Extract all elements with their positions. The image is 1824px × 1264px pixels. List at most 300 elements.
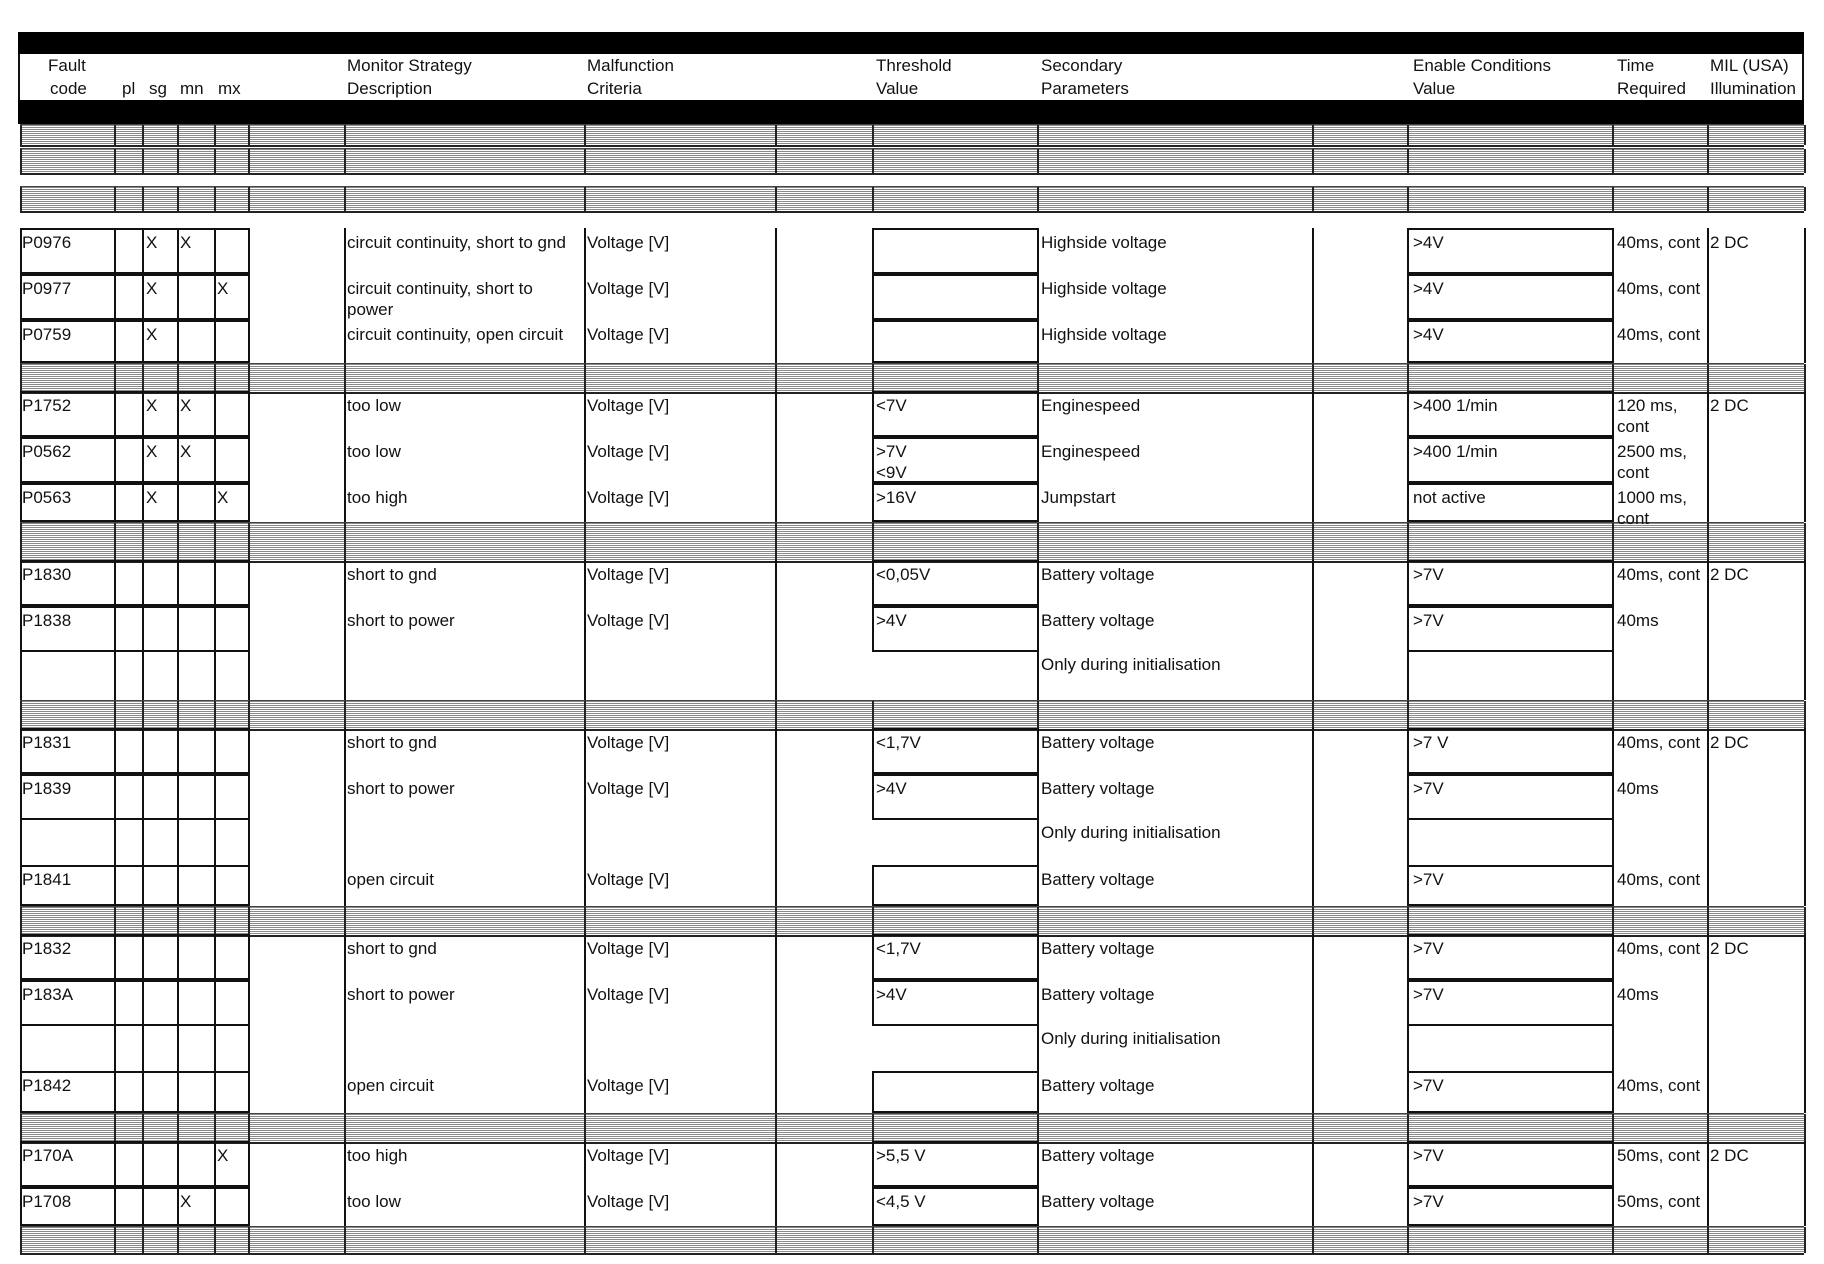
band-column-divider xyxy=(142,1114,144,1142)
band-column-divider xyxy=(1407,364,1409,392)
band-column-divider xyxy=(1037,187,1039,211)
band-column-divider xyxy=(584,149,586,173)
band-column-divider xyxy=(20,1227,22,1253)
malfunction-criteria: Voltage [V] xyxy=(587,233,670,252)
flag-cell-border xyxy=(214,437,250,483)
time-required: 40ms xyxy=(1617,985,1659,1004)
fault-code: P1832 xyxy=(22,939,72,958)
flag-sg: X xyxy=(146,233,158,252)
flag-sg: X xyxy=(146,279,158,298)
band-column-divider xyxy=(248,523,250,561)
column-divider xyxy=(584,934,586,1113)
band-column-divider xyxy=(1037,701,1039,729)
flag-cell-border xyxy=(177,1071,216,1113)
header-secondary-2: Parameters xyxy=(1041,79,1129,98)
threshold-value: >4V xyxy=(876,611,907,630)
column-divider xyxy=(344,1141,346,1226)
monitor-description: too low xyxy=(347,396,401,415)
band-column-divider xyxy=(248,149,250,173)
band-column-divider xyxy=(1612,701,1614,729)
enable-condition: >7V xyxy=(1413,870,1444,889)
header-pl: pl xyxy=(122,79,136,98)
flag-cell-border xyxy=(177,483,216,522)
band-column-divider xyxy=(248,701,250,729)
column-divider xyxy=(1707,934,1709,1113)
time-required: 40ms, cont xyxy=(1617,565,1701,584)
separator-band xyxy=(20,700,1804,731)
fault-code: P0563 xyxy=(22,488,72,507)
malfunction-criteria: Voltage [V] xyxy=(587,565,670,584)
band-column-divider xyxy=(775,523,777,561)
band-column-divider xyxy=(214,907,216,935)
band-column-divider xyxy=(344,907,346,935)
band-column-divider xyxy=(1804,523,1806,561)
column-divider xyxy=(584,1141,586,1226)
header-time-1: Time xyxy=(1617,56,1655,75)
header-sg: sg xyxy=(149,79,167,98)
flag-cell-border xyxy=(177,1141,216,1187)
band-column-divider xyxy=(344,1227,346,1253)
threshold-value: <1,7V xyxy=(876,939,921,958)
malfunction-criteria: Voltage [V] xyxy=(587,611,670,630)
band-column-divider xyxy=(142,907,144,935)
threshold-value: <7V xyxy=(876,396,907,415)
flag-cell-border xyxy=(114,560,144,606)
band-column-divider xyxy=(1312,149,1314,173)
header-bottom-bar xyxy=(18,100,1804,124)
band-column-divider xyxy=(1707,364,1709,392)
band-column-divider xyxy=(20,1114,22,1142)
band-column-divider xyxy=(214,364,216,392)
flag-cell-border xyxy=(214,1187,250,1226)
time-required: 40ms, cont xyxy=(1617,733,1701,752)
band-column-divider xyxy=(142,187,144,211)
flag-cell-border xyxy=(114,1141,144,1187)
header-mx: mx xyxy=(218,79,241,98)
enable-condition: >7 V xyxy=(1413,733,1449,752)
band-column-divider xyxy=(1407,149,1409,173)
monitor-description: short to gnd xyxy=(347,565,437,584)
flag-cell-border xyxy=(114,1071,144,1113)
flag-mn: X xyxy=(180,442,192,461)
threshold-value: <1,7V xyxy=(876,733,921,752)
secondary-parameter: Battery voltage xyxy=(1041,611,1155,630)
band-column-divider xyxy=(1312,187,1314,211)
secondary-parameter: Highside voltage xyxy=(1041,233,1167,252)
column-divider xyxy=(1707,728,1709,906)
header-enable-2: Value xyxy=(1413,79,1456,98)
malfunction-criteria: Voltage [V] xyxy=(587,985,670,1004)
mil-illumination: 2 DC xyxy=(1710,733,1749,752)
flag-cell-border xyxy=(142,1141,179,1187)
band-column-divider xyxy=(1407,125,1409,145)
band-column-divider xyxy=(114,364,116,392)
fault-code: P0977 xyxy=(22,279,72,298)
malfunction-criteria: Voltage [V] xyxy=(587,488,670,507)
enable-condition: >400 1/min xyxy=(1413,396,1498,415)
malfunction-criteria: Voltage [V] xyxy=(587,733,670,752)
band-column-divider xyxy=(177,907,179,935)
band-column-divider xyxy=(114,701,116,729)
flag-cell-border xyxy=(214,320,250,363)
secondary-parameter: Battery voltage xyxy=(1041,985,1155,1004)
band-column-divider xyxy=(775,701,777,729)
flag-cell-border xyxy=(214,606,250,652)
band-column-divider xyxy=(1312,364,1314,392)
band-column-divider xyxy=(1037,1227,1039,1253)
band-column-divider xyxy=(214,125,216,145)
enable-condition: >7V xyxy=(1413,779,1444,798)
band-column-divider xyxy=(214,523,216,561)
flag-cell-border xyxy=(142,560,179,606)
time-required: 40ms, cont xyxy=(1617,939,1701,958)
band-column-divider xyxy=(114,149,116,173)
flag-cell-border xyxy=(114,483,144,522)
column-divider xyxy=(1707,1141,1709,1226)
flag-cell-border xyxy=(177,560,216,606)
band-column-divider xyxy=(584,1114,586,1142)
secondary-parameter: Enginespeed xyxy=(1041,396,1141,415)
band-column-divider xyxy=(214,701,216,729)
mil-illumination: 2 DC xyxy=(1710,939,1749,958)
band-column-divider xyxy=(248,1227,250,1253)
band-column-divider xyxy=(872,1114,874,1142)
separator-band xyxy=(20,906,1804,937)
header-enable-1: Enable Conditions xyxy=(1413,56,1551,75)
band-column-divider xyxy=(177,149,179,173)
fault-code: P1752 xyxy=(22,396,72,415)
flag-mx: X xyxy=(217,279,229,298)
flag-cell-border xyxy=(214,391,250,437)
monitor-description: too low xyxy=(347,442,401,461)
band-column-divider xyxy=(248,364,250,392)
flag-sg: X xyxy=(146,325,158,344)
flag-cell-border xyxy=(114,774,144,820)
band-column-divider xyxy=(142,125,144,145)
monitor-description: short to power xyxy=(347,611,455,630)
band-column-divider xyxy=(1707,907,1709,935)
mil-illumination: 2 DC xyxy=(1710,233,1749,252)
band-column-divider xyxy=(177,1227,179,1253)
band-column-divider xyxy=(1037,1114,1039,1142)
flag-cell-border xyxy=(177,320,216,363)
band-column-divider xyxy=(872,523,874,561)
column-divider xyxy=(775,728,777,906)
malfunction-criteria: Voltage [V] xyxy=(587,1192,670,1211)
enable-condition: >7V xyxy=(1413,611,1444,630)
threshold-value: <4,5 V xyxy=(876,1192,926,1211)
flag-mx: X xyxy=(217,1146,229,1165)
column-divider xyxy=(1804,228,1806,363)
time-required: 40ms xyxy=(1617,779,1659,798)
band-column-divider xyxy=(1037,149,1039,173)
band-column-divider xyxy=(1612,187,1614,211)
header-fault-code-1: Fault xyxy=(48,56,86,75)
flag-cell-border xyxy=(177,606,216,652)
band-column-divider xyxy=(872,187,874,211)
band-column-divider xyxy=(20,364,22,392)
band-column-divider xyxy=(344,1114,346,1142)
secondary-parameter: Jumpstart xyxy=(1041,488,1116,507)
secondary-parameter: Battery voltage xyxy=(1041,870,1155,889)
band-column-divider xyxy=(775,187,777,211)
monitor-description: too low xyxy=(347,1192,401,1211)
monitor-description: circuit continuity, short to power xyxy=(347,279,533,319)
band-column-divider xyxy=(114,907,116,935)
header-mn: mn xyxy=(180,79,204,98)
enable-condition: >7V xyxy=(1413,565,1444,584)
monitor-description: too high xyxy=(347,1146,408,1165)
column-divider xyxy=(1312,728,1314,906)
column-divider xyxy=(775,391,777,522)
band-column-divider xyxy=(114,187,116,211)
flag-cell-border xyxy=(214,865,250,906)
band-column-divider xyxy=(114,1227,116,1253)
column-divider xyxy=(1804,560,1806,700)
time-required: 40ms, cont xyxy=(1617,870,1701,889)
time-required: 2500 ms, cont xyxy=(1617,442,1687,482)
band-column-divider xyxy=(1407,907,1409,935)
band-column-divider xyxy=(1804,187,1806,211)
band-column-divider xyxy=(177,1114,179,1142)
band-column-divider xyxy=(20,187,22,211)
time-required: 50ms, cont xyxy=(1617,1192,1701,1211)
header-monitor-1: Monitor Strategy xyxy=(347,56,472,75)
secondary-parameter-note: Only during initialisation xyxy=(1041,823,1221,842)
column-divider xyxy=(775,1141,777,1226)
band-column-divider xyxy=(872,907,874,935)
column-divider xyxy=(584,228,586,363)
band-column-divider xyxy=(584,701,586,729)
flag-sg: X xyxy=(146,396,158,415)
flag-cell-border xyxy=(177,274,216,320)
secondary-parameter: Battery voltage xyxy=(1041,733,1155,752)
separator-band xyxy=(20,1113,1804,1144)
header-secondary-1: Secondary xyxy=(1041,56,1123,75)
band-column-divider xyxy=(214,1227,216,1253)
fault-code: P1838 xyxy=(22,611,72,630)
band-column-divider xyxy=(1804,125,1806,145)
enable-condition: >7V xyxy=(1413,1192,1444,1211)
monitor-description: too high xyxy=(347,488,408,507)
separator-band xyxy=(20,186,1804,213)
flag-cell-border xyxy=(114,1187,144,1226)
monitor-description: short to power xyxy=(347,779,455,798)
band-column-divider xyxy=(584,364,586,392)
threshold-value: >5,5 V xyxy=(876,1146,926,1165)
column-divider xyxy=(1312,1141,1314,1226)
band-column-divider xyxy=(1612,364,1614,392)
band-column-divider xyxy=(1037,125,1039,145)
malfunction-criteria: Voltage [V] xyxy=(587,442,670,461)
malfunction-criteria: Voltage [V] xyxy=(587,870,670,889)
flag-cell-border xyxy=(114,934,144,980)
flag-cell-border xyxy=(114,728,144,774)
band-column-divider xyxy=(177,364,179,392)
flag-mx: X xyxy=(217,488,229,507)
column-divider xyxy=(775,560,777,700)
flag-cell-border xyxy=(214,228,250,274)
enable-condition: >7V xyxy=(1413,939,1444,958)
separator-band xyxy=(20,148,1804,175)
band-column-divider xyxy=(872,1227,874,1253)
band-column-divider xyxy=(1804,907,1806,935)
column-divider xyxy=(1804,391,1806,522)
flag-cell-border xyxy=(214,1071,250,1113)
header-mil-2: Illumination xyxy=(1710,79,1796,98)
band-column-divider xyxy=(872,701,874,729)
fault-code: P0759 xyxy=(22,325,72,344)
band-column-divider xyxy=(142,523,144,561)
flag-cell-border xyxy=(114,391,144,437)
enable-condition: >4V xyxy=(1413,325,1444,344)
band-column-divider xyxy=(1804,1114,1806,1142)
flag-cell-border xyxy=(142,606,179,652)
enable-condition: >7V xyxy=(1413,1146,1444,1165)
band-column-divider xyxy=(1612,1227,1614,1253)
band-column-divider xyxy=(20,701,22,729)
secondary-parameter: Battery voltage xyxy=(1041,779,1155,798)
band-column-divider xyxy=(1612,1114,1614,1142)
band-column-divider xyxy=(1804,1227,1806,1253)
band-column-divider xyxy=(177,187,179,211)
column-divider xyxy=(775,934,777,1113)
header-top-bar xyxy=(18,32,1804,54)
band-column-divider xyxy=(872,149,874,173)
flag-cell-border xyxy=(177,934,216,980)
secondary-parameter: Enginespeed xyxy=(1041,442,1141,461)
band-column-divider xyxy=(142,701,144,729)
threshold-cell-border xyxy=(872,228,1039,274)
column-divider xyxy=(1707,391,1709,522)
secondary-parameter-note: Only during initialisation xyxy=(1041,655,1221,674)
malfunction-criteria: Voltage [V] xyxy=(587,779,670,798)
flag-cell-border xyxy=(114,437,144,483)
band-column-divider xyxy=(344,523,346,561)
flag-cell-border xyxy=(214,980,250,1026)
column-divider xyxy=(344,560,346,700)
separator-band xyxy=(20,124,1804,147)
time-required: 120 ms, cont xyxy=(1617,396,1678,436)
band-column-divider xyxy=(20,125,22,145)
band-column-divider xyxy=(344,701,346,729)
band-column-divider xyxy=(20,149,22,173)
band-column-divider xyxy=(114,523,116,561)
flag-cell-border xyxy=(177,728,216,774)
monitor-description: short to gnd xyxy=(347,733,437,752)
band-column-divider xyxy=(584,907,586,935)
band-column-divider xyxy=(214,149,216,173)
column-divider xyxy=(584,560,586,700)
band-column-divider xyxy=(248,1114,250,1142)
flag-cell-border xyxy=(142,728,179,774)
band-column-divider xyxy=(1312,907,1314,935)
band-column-divider xyxy=(1037,523,1039,561)
band-column-divider xyxy=(20,523,22,561)
secondary-parameter: Battery voltage xyxy=(1041,939,1155,958)
column-divider xyxy=(1804,934,1806,1113)
flag-cell-border xyxy=(142,934,179,980)
monitor-description: circuit continuity, short to gnd xyxy=(347,233,566,252)
monitor-description: short to power xyxy=(347,985,455,1004)
column-divider xyxy=(344,728,346,906)
flag-cell-border xyxy=(177,774,216,820)
enable-condition: >400 1/min xyxy=(1413,442,1498,461)
band-column-divider xyxy=(142,149,144,173)
fault-code: P1842 xyxy=(22,1076,72,1095)
band-column-divider xyxy=(584,523,586,561)
flag-cell-border xyxy=(114,865,144,906)
time-required: 40ms, cont xyxy=(1617,279,1701,298)
band-column-divider xyxy=(1612,523,1614,561)
band-column-divider xyxy=(775,1227,777,1253)
band-column-divider xyxy=(1312,1227,1314,1253)
flag-cell-border xyxy=(177,980,216,1026)
band-column-divider xyxy=(344,364,346,392)
monitor-description: short to gnd xyxy=(347,939,437,958)
band-column-divider xyxy=(1312,125,1314,145)
band-column-divider xyxy=(1407,1114,1409,1142)
band-column-divider xyxy=(584,187,586,211)
band-column-divider xyxy=(344,187,346,211)
monitor-description: open circuit xyxy=(347,870,434,889)
band-column-divider xyxy=(1804,149,1806,173)
secondary-parameter: Highside voltage xyxy=(1041,279,1167,298)
malfunction-criteria: Voltage [V] xyxy=(587,1146,670,1165)
band-column-divider xyxy=(1804,701,1806,729)
flag-cell-border xyxy=(177,865,216,906)
threshold-value: >16V xyxy=(876,488,917,507)
malfunction-criteria: Voltage [V] xyxy=(587,1076,670,1095)
column-divider xyxy=(584,391,586,522)
band-column-divider xyxy=(1407,187,1409,211)
enable-condition: >4V xyxy=(1413,233,1444,252)
flag-cell-border xyxy=(114,980,144,1026)
band-column-divider xyxy=(584,125,586,145)
monitor-description: circuit continuity, open circuit xyxy=(347,325,564,344)
band-column-divider xyxy=(248,125,250,145)
flag-cell-border xyxy=(142,865,179,906)
band-column-divider xyxy=(344,125,346,145)
enable-condition: >4V xyxy=(1413,279,1444,298)
threshold-cell-border xyxy=(872,1071,1039,1113)
band-column-divider xyxy=(1312,1114,1314,1142)
threshold-cell-border xyxy=(872,274,1039,320)
malfunction-criteria: Voltage [V] xyxy=(587,325,670,344)
band-column-divider xyxy=(1612,907,1614,935)
column-divider xyxy=(344,228,346,363)
column-divider xyxy=(344,391,346,522)
flag-cell-border xyxy=(214,560,250,606)
band-column-divider xyxy=(775,907,777,935)
threshold-value: >4V xyxy=(876,985,907,1004)
flag-sg: X xyxy=(146,442,158,461)
header-time-2: Required xyxy=(1617,79,1686,98)
malfunction-criteria: Voltage [V] xyxy=(587,279,670,298)
band-column-divider xyxy=(1612,149,1614,173)
fault-code: P1841 xyxy=(22,870,72,889)
threshold-value: <0,05V xyxy=(876,565,931,584)
flag-cell-border xyxy=(114,606,144,652)
band-column-divider xyxy=(248,187,250,211)
time-required: 1000 ms, cont xyxy=(1617,488,1687,528)
mil-illumination: 2 DC xyxy=(1710,565,1749,584)
enable-condition: >7V xyxy=(1413,985,1444,1004)
flag-mn: X xyxy=(180,233,192,252)
column-divider xyxy=(1804,1141,1806,1226)
band-column-divider xyxy=(775,1114,777,1142)
band-column-divider xyxy=(1804,364,1806,392)
